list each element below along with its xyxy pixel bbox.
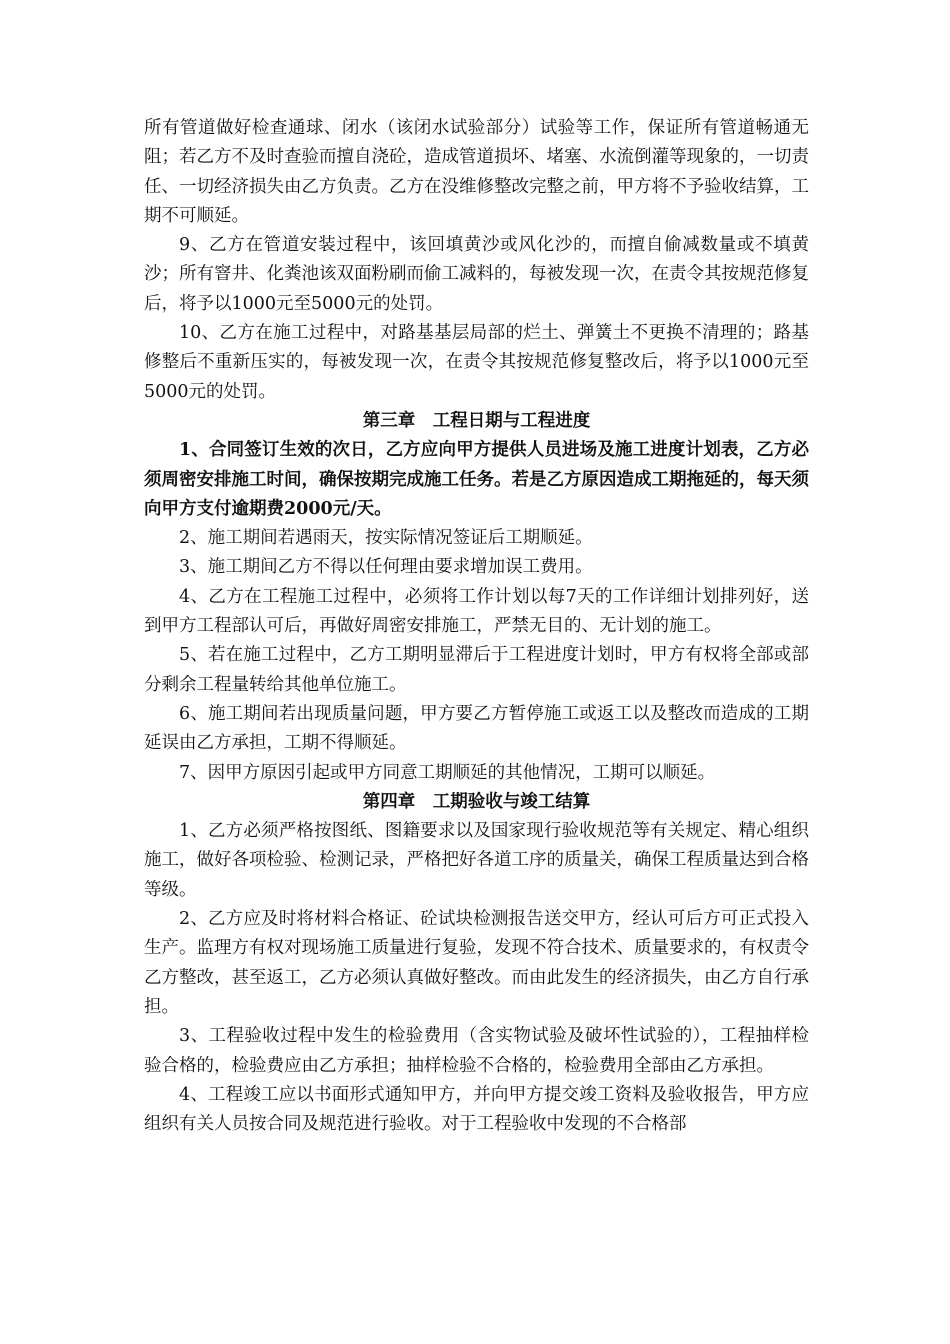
clause-9: 9、乙方在管道安装过程中，该回填黄沙或风化沙的，而擅自偷减数量或不填黄沙；所有窨井、化粪池该双面粉刷而偷工减料的，每被发现一次，在责令其按规范修复后，将予以1000元至5000元的处罚。 (144, 235, 809, 314)
chapter-4-clause-2: 2、乙方应及时将材料合格证、砼试块检测报告送交甲方，经认可后方可正式投入生产。监理方有权对现场施工质量进行复验，发现不符合技术、质量要求的，有权责令乙方整改，甚至返工，乙方必须认真做好整改。而由此发生的经济损失，由乙方自行承担。 (144, 909, 809, 1017)
chapter-3-clause-7: 7、因甲方原因引起或甲方同意工期顺延的其他情况，工期可以顺延。 (179, 762, 716, 783)
clause-10: 10、乙方在施工过程中，对路基基层局部的烂土、弹簧土不更换不清理的；路基修整后不重新压实的，每被发现一次，在责令其按规范修复整改后，将予以1000元至5000元的处罚。 (144, 323, 809, 402)
document-page (144, 114, 809, 1139)
chapter-4-clause-4: 4、工程竣工应以书面形式通知甲方，并向甲方提交竣工资料及验收报告，甲方应组织有关人员按合同及规范进行验收。对于工程验收中发现的不合格部 (144, 1084, 809, 1135)
chapter-3-clause-5: 5、若在施工过程中，乙方工期明显滞后于工程进度计划时，甲方有权将全部或部分剩余工程量转给其他单位施工。 (144, 645, 809, 695)
chapter-3-clause-6: 6、施工期间若出现质量问题，甲方要乙方暂停施工或返工以及整改而造成的工期延误由乙方承担，工期不得顺延。 (144, 703, 809, 754)
chapter-3-clause-4: 4、乙方在工程施工过程中，必须将工作计划以每7天的工作详细计划排列好，送到甲方工程部认可后，再做好周密安排施工，严禁无目的、无计划的施工。 (144, 586, 809, 637)
chapter-3-clause-1: 1、合同签订生效的次日，乙方应向甲方提供人员进场及施工进度计划表，乙方必须周密安排施工时间，确保按期完成施工任务。若是乙方原因造成工期拖延的，每天须向甲方支付逾期费2000元/天。 (144, 440, 809, 519)
chapter-4-heading: 第四章 工期验收与竣工结算 (362, 791, 591, 812)
chapter-3-clause-3: 3、施工期间乙方不得以任何理由要求增加误工费用。 (179, 557, 593, 578)
chapter-3-heading: 第三章 工程日期与工程进度 (362, 410, 591, 431)
chapter-3-clause-2: 2、施工期间若遇雨天，按实际情况签证后工期顺延。 (179, 528, 593, 549)
chapter-4-clause-3: 3、工程验收过程中发生的检验费用（含实物试验及破坏性试验的），工程抽样检验合格的，检验费应由乙方承担；抽样检验不合格的，检验费用全部由乙方承担。 (144, 1026, 809, 1076)
continuation-paragraph: 所有管道做好检查通球、闭水（该闭水试验部分）试验等工作，保证所有管道畅通无阻；若乙方不及时查验而擅自浇砼，造成管道损坏、堵塞、水流倒灌等现象的，一切责任、一切经济损失由乙方负责。乙方在没维修整改完整之前，甲方将不予验收结算，工期不可顺延。 (144, 118, 809, 226)
chapter-4-clause-1: 1、乙方必须严格按图纸、图籍要求以及国家现行验收规范等有关规定、精心组织施工，做好各项检验、检测记录，严格把好各道工序的质量关，确保工程质量达到合格等级。 (144, 821, 809, 900)
